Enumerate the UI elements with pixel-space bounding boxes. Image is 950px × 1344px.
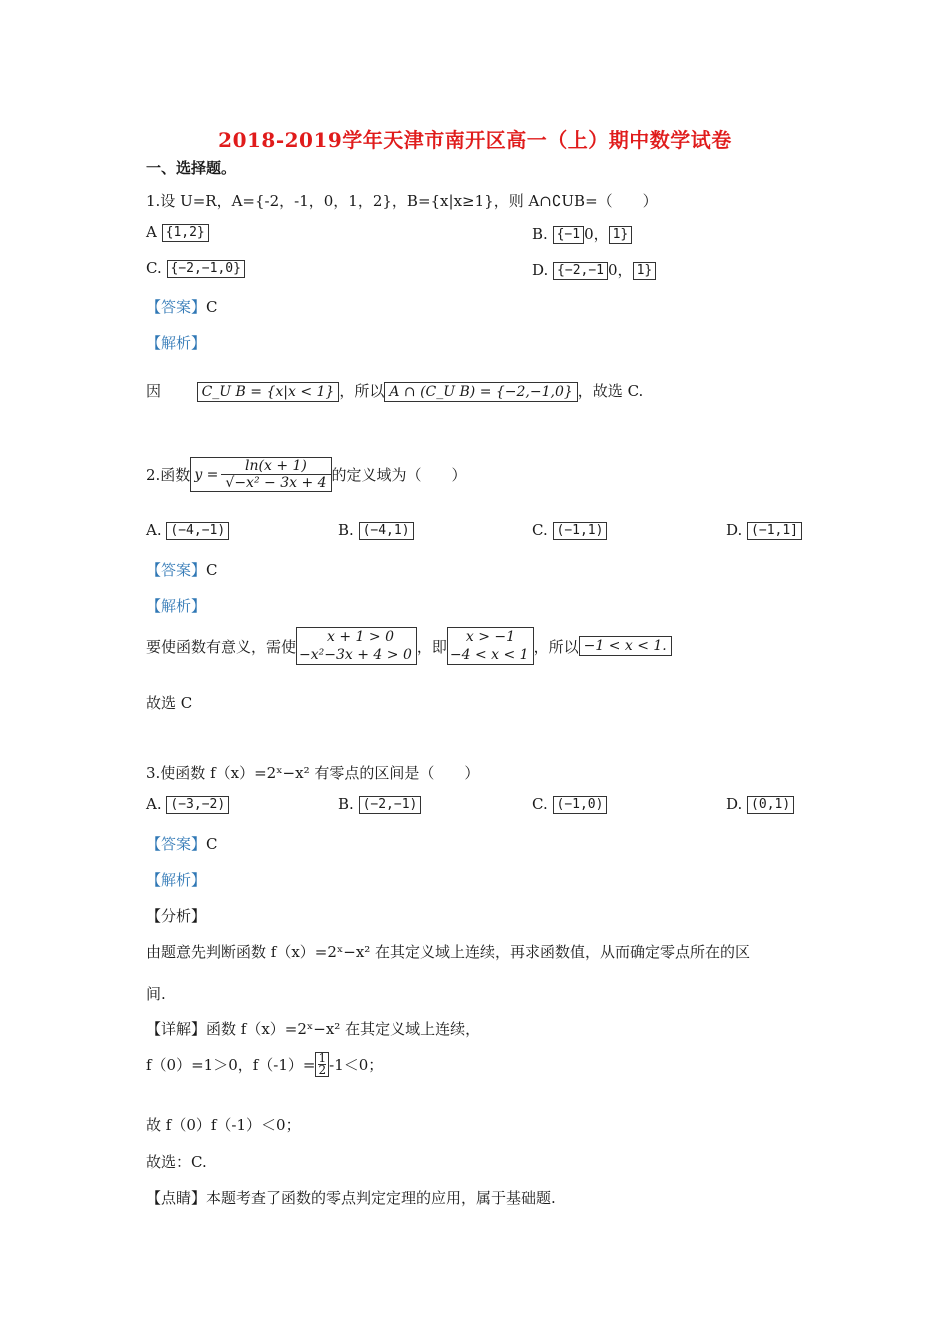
q1-answer <box>146 296 218 317</box>
option-label: C. <box>532 521 548 539</box>
option-label: D. <box>726 521 743 539</box>
q2-analysis-tag: 【解析】 <box>146 597 207 615</box>
option-math: (0,1) <box>747 796 794 814</box>
q3-option-b <box>338 795 421 814</box>
option-math: (−4,1) <box>359 522 414 540</box>
q2-option-d <box>726 521 802 540</box>
solution-text: ，所以 <box>533 637 579 656</box>
option-math: (−3,−2) <box>166 796 229 814</box>
q3-stem: 3.使函数 f（x）=2ˣ−x² 有零点的区间是（ ） <box>146 764 480 782</box>
option-label: A <box>146 223 157 241</box>
q3-fenxi-line: 间. <box>146 985 166 1003</box>
option-math: (−1,1] <box>747 522 802 540</box>
q1-solution <box>146 368 643 402</box>
option-label: B. <box>338 521 354 539</box>
q1-analysis-tag: 【解析】 <box>146 334 207 352</box>
system-line: −x²−3x + 4 > 0 <box>299 647 412 663</box>
solution-math: C_U B = {x|x < 1} <box>197 382 340 402</box>
formula-denominator: √−x² − 3x + 4 <box>225 475 327 491</box>
stem-text: 的定义域为（ ） <box>331 466 467 484</box>
q2-solution <box>146 627 672 665</box>
q1-option-b <box>532 223 632 244</box>
option-label: A. <box>146 521 162 539</box>
q3-option-c <box>532 795 607 814</box>
option-math: (−1,1) <box>553 522 608 540</box>
option-label: B. <box>338 795 354 813</box>
q3-value-line <box>146 1052 383 1077</box>
section-heading: 一、选择题。 <box>146 159 237 177</box>
q3-analysis-tag: 【解析】 <box>146 871 207 889</box>
stem-text: 2.函数 <box>146 466 191 484</box>
solution-text: ，故选 C. <box>577 382 644 400</box>
solution-text: ，所以 <box>339 382 385 400</box>
option-math: {−2,−1,0} <box>167 260 245 278</box>
q1-option-c <box>146 259 245 278</box>
option-text: 0， <box>608 261 633 279</box>
q3-option-a <box>146 795 229 814</box>
option-label: C. <box>146 259 162 277</box>
option-math: (−1,0) <box>553 796 608 814</box>
q2-answer <box>146 559 218 580</box>
q3-option-d <box>726 795 794 814</box>
option-label: B. <box>532 225 548 243</box>
solution-text: ，即 <box>416 637 447 656</box>
option-math: {1,2} <box>162 224 209 242</box>
fraction-numerator: 1 <box>318 1051 327 1065</box>
answer-value: C <box>206 561 218 579</box>
page-title: 2018-2019学年天津市南开区高一（上）期中数学试卷 <box>218 128 732 152</box>
q3-xiangjie <box>146 1018 480 1039</box>
q3-fenxi-line: 由题意先判断函数 f（x）=2ˣ−x² 在其定义域上连续，再求函数值，从而确定零点所在的区 <box>146 943 751 961</box>
q1-stem: 1.设 U=R，A={-2，-1，0，1，2}，B={x|x≥1}，则 A∩∁UB=（ ） <box>146 192 658 210</box>
value-text: f（0）=1＞0，f（-1）= <box>146 1056 316 1074</box>
solution-math: A ∩ (C_U B) = {−2,−1,0} <box>384 382 577 402</box>
option-text: 0， <box>584 225 609 243</box>
system-line: x + 1 > 0 <box>327 629 394 645</box>
q2-conclusion: 故选 C <box>146 694 193 712</box>
system-line: −4 < x < 1 <box>449 647 529 663</box>
q3-product-line: 故 f（0）f（-1）＜0； <box>146 1116 301 1134</box>
q2-option-c <box>532 521 607 540</box>
option-math: (−4,−1) <box>166 522 229 540</box>
option-label: D. <box>532 261 549 279</box>
dianjing-tag: 【点睛】 <box>146 1189 207 1207</box>
answer-tag: 【答案】 <box>146 561 207 579</box>
answer-tag: 【答案】 <box>146 835 207 853</box>
q3-fenxi-tag: 【分析】 <box>146 907 207 925</box>
option-math: {−1 <box>553 226 584 244</box>
option-label: A. <box>146 795 162 813</box>
formula-numerator: ln(x + 1) <box>221 458 330 475</box>
q1-option-d <box>532 259 656 280</box>
value-text: -1＜0； <box>329 1056 384 1074</box>
inequality-system <box>447 627 534 665</box>
option-label: D. <box>726 795 743 813</box>
inequality-system <box>296 627 417 665</box>
q2-stem <box>146 457 467 492</box>
q1-option-a <box>146 223 209 242</box>
q3-answer <box>146 833 218 854</box>
system-line: x > −1 <box>465 629 516 645</box>
answer-tag: 【答案】 <box>146 298 207 316</box>
option-math: 1} <box>609 226 633 244</box>
answer-value: C <box>206 835 218 853</box>
option-math: {−2,−1 <box>553 262 608 280</box>
formula-lhs: y = <box>194 466 219 483</box>
answer-value: C <box>206 298 218 316</box>
q3-dianjing <box>146 1187 556 1208</box>
fraction-one-half <box>315 1052 329 1077</box>
option-math: 1} <box>633 262 657 280</box>
fraction-denominator: 2 <box>318 1063 327 1077</box>
option-label: C. <box>532 795 548 813</box>
xiangjie-tag: 【详解】 <box>146 1020 207 1038</box>
q2-option-b <box>338 521 414 540</box>
solution-text: 因 <box>146 382 162 400</box>
solution-math: −1 < x < 1. <box>579 636 672 656</box>
option-math: (−2,−1) <box>359 796 422 814</box>
q3-choose-line: 故选：C. <box>146 1153 207 1171</box>
solution-text: 要使函数有意义，需使 <box>146 637 297 656</box>
dianjing-text: 本题考查了函数的零点判定定理的应用，属于基础题. <box>206 1189 556 1207</box>
function-formula <box>190 457 331 492</box>
q2-option-a <box>146 521 229 540</box>
xiangjie-text: 函数 f（x）=2ˣ−x² 在其定义域上连续， <box>206 1020 481 1038</box>
